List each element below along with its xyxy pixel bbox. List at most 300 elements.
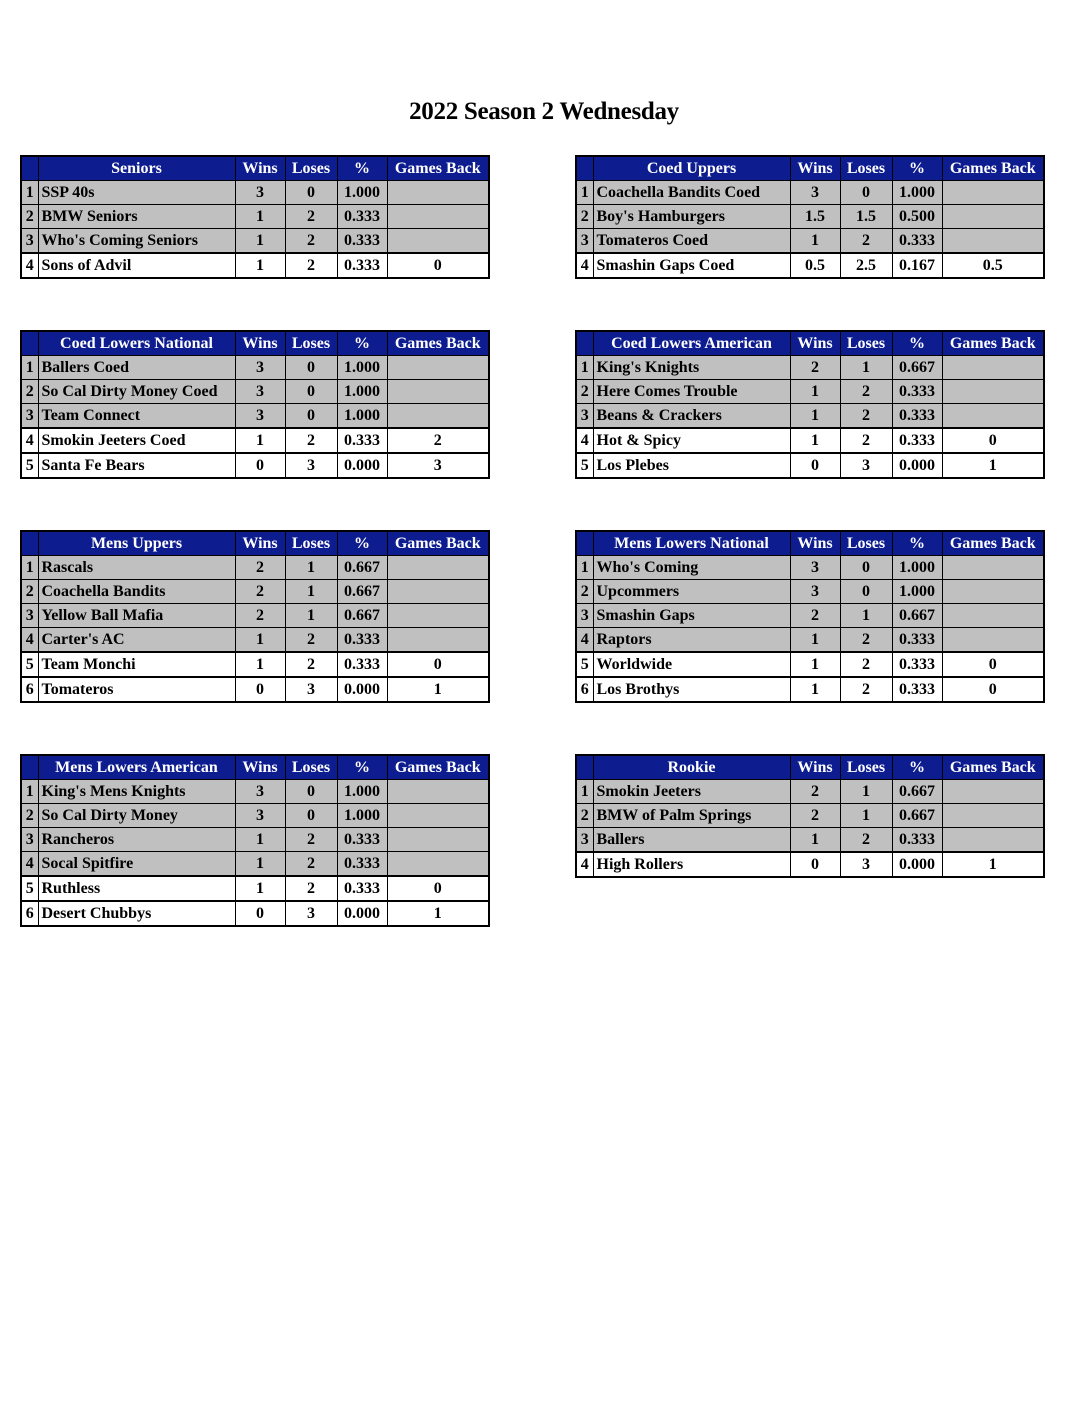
pct-cell: 0.333 <box>892 828 942 853</box>
division-name: Coed Lowers National <box>38 331 235 356</box>
games-back-header: Games Back <box>942 531 1044 556</box>
pct-header: % <box>337 531 387 556</box>
games-back-cell <box>387 229 489 254</box>
rank-cell: 3 <box>576 828 593 853</box>
pct-cell: 0.667 <box>892 804 942 828</box>
games-back-cell <box>942 580 1044 604</box>
wins-cell: 1 <box>790 828 840 853</box>
table-row <box>576 677 1044 702</box>
rank-cell: 6 <box>576 677 593 702</box>
table-row <box>21 604 489 628</box>
games-back-cell <box>387 205 489 229</box>
rank-cell: 2 <box>576 804 593 828</box>
rank-cell: 6 <box>21 677 38 702</box>
team-cell: Socal Spitfire <box>38 852 235 877</box>
team-cell: Tomateros <box>38 677 235 702</box>
pct-cell: 0.667 <box>337 580 387 604</box>
loses-header: Loses <box>285 156 337 181</box>
wins-header: Wins <box>235 331 285 356</box>
rank-cell: 1 <box>576 556 593 580</box>
wins-header: Wins <box>235 531 285 556</box>
rank-cell: 4 <box>576 852 593 877</box>
team-cell: Ballers <box>593 828 790 853</box>
pct-cell: 0.333 <box>892 628 942 653</box>
wins-cell: 2 <box>235 580 285 604</box>
pct-cell: 1.000 <box>337 181 387 205</box>
team-cell: High Rollers <box>593 852 790 877</box>
team-cell: Here Comes Trouble <box>593 380 790 404</box>
table-row <box>21 556 489 580</box>
rank-cell: 1 <box>21 780 38 804</box>
pct-cell: 1.000 <box>892 181 942 205</box>
loses-cell: 2 <box>285 628 337 653</box>
table-header-row <box>21 531 489 556</box>
rank-cell: 2 <box>21 804 38 828</box>
division-name: Coed Lowers American <box>593 331 790 356</box>
loses-cell: 1 <box>285 604 337 628</box>
pct-header: % <box>337 156 387 181</box>
games-back-cell <box>942 356 1044 380</box>
loses-cell: 3 <box>285 453 337 478</box>
team-cell: Smashin Gaps <box>593 604 790 628</box>
pct-cell: 0.000 <box>892 852 942 877</box>
team-cell: Yellow Ball Mafia <box>38 604 235 628</box>
rank-cell: 2 <box>576 580 593 604</box>
table-row <box>21 628 489 653</box>
loses-cell: 2 <box>840 229 892 254</box>
games-back-cell <box>387 380 489 404</box>
loses-cell: 3 <box>840 852 892 877</box>
team-cell: Ruthless <box>38 876 235 901</box>
table-row <box>576 804 1044 828</box>
pct-cell: 0.500 <box>892 205 942 229</box>
table-row <box>576 380 1044 404</box>
pct-cell: 0.333 <box>892 652 942 677</box>
loses-header: Loses <box>285 331 337 356</box>
pct-header: % <box>892 331 942 356</box>
team-cell: Boy's Hamburgers <box>593 205 790 229</box>
table-row <box>21 876 489 901</box>
wins-cell: 1 <box>235 628 285 653</box>
loses-cell: 1 <box>840 780 892 804</box>
team-cell: Smokin Jeeters <box>593 780 790 804</box>
wins-cell: 1 <box>235 828 285 852</box>
standings-table-coed-uppers <box>575 155 1045 279</box>
games-back-header: Games Back <box>387 531 489 556</box>
games-back-header: Games Back <box>387 156 489 181</box>
rank-cell: 3 <box>21 828 38 852</box>
pct-cell: 0.333 <box>337 852 387 877</box>
standings-table-mens-uppers <box>20 530 490 703</box>
wins-cell: 2 <box>790 604 840 628</box>
games-back-cell: 3 <box>387 453 489 478</box>
pct-header: % <box>892 156 942 181</box>
games-back-cell <box>942 780 1044 804</box>
loses-header: Loses <box>840 531 892 556</box>
loses-header: Loses <box>285 531 337 556</box>
rank-cell: 5 <box>21 453 38 478</box>
team-cell: Team Monchi <box>38 652 235 677</box>
pct-cell: 0.333 <box>892 428 942 453</box>
page-title: 2022 Season 2 Wednesday <box>409 98 679 125</box>
wins-cell: 1 <box>235 652 285 677</box>
rank-header <box>21 755 38 780</box>
team-cell: SSP 40s <box>38 181 235 205</box>
rank-cell: 2 <box>21 205 38 229</box>
loses-cell: 2 <box>840 428 892 453</box>
pct-cell: 0.333 <box>337 253 387 278</box>
table-row <box>576 404 1044 429</box>
team-cell: Carter's AC <box>38 628 235 653</box>
pct-cell: 0.333 <box>337 876 387 901</box>
team-cell: King's Knights <box>593 356 790 380</box>
wins-cell: 1 <box>235 428 285 453</box>
team-cell: Worldwide <box>593 652 790 677</box>
games-back-cell: 1 <box>942 852 1044 877</box>
table-row <box>21 901 489 926</box>
loses-cell: 0 <box>285 380 337 404</box>
pct-header: % <box>892 755 942 780</box>
rank-cell: 1 <box>576 356 593 380</box>
wins-cell: 3 <box>235 780 285 804</box>
table-header-row <box>576 531 1044 556</box>
loses-header: Loses <box>840 755 892 780</box>
rank-cell: 3 <box>21 604 38 628</box>
team-cell: Los Brothys <box>593 677 790 702</box>
rank-cell: 1 <box>21 181 38 205</box>
games-back-header: Games Back <box>942 755 1044 780</box>
pct-cell: 1.000 <box>892 556 942 580</box>
rank-header <box>21 156 38 181</box>
rank-cell: 5 <box>21 652 38 677</box>
loses-cell: 2 <box>840 628 892 653</box>
wins-cell: 3 <box>235 356 285 380</box>
table-row <box>576 628 1044 653</box>
loses-cell: 0 <box>840 556 892 580</box>
wins-cell: 1 <box>235 229 285 254</box>
rank-cell: 5 <box>21 876 38 901</box>
pct-cell: 0.667 <box>892 356 942 380</box>
wins-cell: 0 <box>235 453 285 478</box>
loses-cell: 2 <box>285 876 337 901</box>
team-cell: Coachella Bandits <box>38 580 235 604</box>
table-row <box>21 828 489 852</box>
loses-header: Loses <box>285 755 337 780</box>
pct-cell: 0.167 <box>892 253 942 278</box>
table-row <box>21 453 489 478</box>
games-back-cell: 1 <box>942 453 1044 478</box>
pct-cell: 0.000 <box>892 453 942 478</box>
rank-cell: 1 <box>21 356 38 380</box>
pct-cell: 0.000 <box>337 677 387 702</box>
games-back-cell <box>387 852 489 877</box>
team-cell: Sons of Advil <box>38 253 235 278</box>
table-row <box>21 404 489 429</box>
division-name: Mens Lowers National <box>593 531 790 556</box>
pct-header: % <box>337 331 387 356</box>
team-cell: Santa Fe Bears <box>38 453 235 478</box>
wins-cell: 1 <box>235 876 285 901</box>
games-back-cell: 2 <box>387 428 489 453</box>
loses-cell: 3 <box>285 677 337 702</box>
loses-cell: 0 <box>840 181 892 205</box>
pct-cell: 0.333 <box>892 229 942 254</box>
games-back-cell: 0 <box>387 652 489 677</box>
rank-cell: 4 <box>576 428 593 453</box>
rank-cell: 2 <box>21 380 38 404</box>
table-row <box>21 356 489 380</box>
games-back-cell: 0 <box>387 253 489 278</box>
games-back-cell <box>387 404 489 429</box>
wins-cell: 3 <box>235 404 285 429</box>
team-cell: Rancheros <box>38 828 235 852</box>
rank-cell: 1 <box>576 181 593 205</box>
games-back-cell: 0 <box>942 428 1044 453</box>
wins-cell: 1.5 <box>790 205 840 229</box>
rank-cell: 5 <box>576 652 593 677</box>
table-row <box>21 804 489 828</box>
pct-cell: 0.667 <box>892 780 942 804</box>
table-row <box>21 580 489 604</box>
team-cell: Who's Coming Seniors <box>38 229 235 254</box>
pct-cell: 0.333 <box>892 404 942 429</box>
wins-cell: 1 <box>790 380 840 404</box>
games-back-cell <box>942 181 1044 205</box>
pct-cell: 0.000 <box>337 453 387 478</box>
loses-cell: 2 <box>840 677 892 702</box>
table-row <box>21 852 489 877</box>
standings-table-seniors <box>20 155 490 279</box>
standings-table-rookie <box>575 754 1045 878</box>
loses-cell: 0 <box>840 580 892 604</box>
games-back-cell <box>942 229 1044 254</box>
rank-cell: 4 <box>21 852 38 877</box>
games-back-cell <box>387 181 489 205</box>
loses-cell: 0 <box>285 181 337 205</box>
team-cell: Smashin Gaps Coed <box>593 253 790 278</box>
wins-header: Wins <box>790 331 840 356</box>
pct-cell: 0.667 <box>337 556 387 580</box>
team-cell: Tomateros Coed <box>593 229 790 254</box>
division-name: Seniors <box>38 156 235 181</box>
table-row <box>576 828 1044 853</box>
team-cell: Los Plebes <box>593 453 790 478</box>
pct-header: % <box>337 755 387 780</box>
table-header-row <box>21 331 489 356</box>
wins-cell: 3 <box>790 181 840 205</box>
wins-cell: 3 <box>790 580 840 604</box>
loses-cell: 1.5 <box>840 205 892 229</box>
loses-cell: 0 <box>285 404 337 429</box>
loses-cell: 2 <box>285 828 337 852</box>
rank-cell: 3 <box>21 229 38 254</box>
table-row <box>21 380 489 404</box>
wins-cell: 2 <box>235 604 285 628</box>
wins-cell: 0 <box>235 677 285 702</box>
table-row <box>576 229 1044 254</box>
standings-table-coed-lowers-national <box>20 330 490 479</box>
division-name: Rookie <box>593 755 790 780</box>
rank-cell: 3 <box>21 404 38 429</box>
standings-table-mens-lowers-national <box>575 530 1045 703</box>
wins-cell: 1 <box>235 852 285 877</box>
pct-cell: 1.000 <box>337 356 387 380</box>
games-back-cell <box>387 628 489 653</box>
loses-cell: 2.5 <box>840 253 892 278</box>
pct-cell: 0.333 <box>337 628 387 653</box>
rank-cell: 4 <box>21 253 38 278</box>
wins-cell: 1 <box>790 229 840 254</box>
rank-cell: 2 <box>21 580 38 604</box>
wins-cell: 0 <box>790 852 840 877</box>
table-row <box>576 604 1044 628</box>
games-back-cell <box>387 580 489 604</box>
games-back-cell <box>387 828 489 852</box>
team-cell: Team Connect <box>38 404 235 429</box>
team-cell: Upcommers <box>593 580 790 604</box>
table-row <box>576 428 1044 453</box>
table-row <box>576 205 1044 229</box>
wins-header: Wins <box>790 156 840 181</box>
rank-header <box>576 331 593 356</box>
wins-cell: 0 <box>235 901 285 926</box>
team-cell: Rascals <box>38 556 235 580</box>
wins-cell: 2 <box>790 780 840 804</box>
table-header-row <box>576 156 1044 181</box>
wins-header: Wins <box>790 531 840 556</box>
wins-cell: 3 <box>235 804 285 828</box>
rank-cell: 2 <box>576 205 593 229</box>
pct-cell: 0.333 <box>337 205 387 229</box>
pct-cell: 1.000 <box>337 804 387 828</box>
pct-cell: 0.667 <box>337 604 387 628</box>
table-row <box>576 253 1044 278</box>
table-row <box>21 229 489 254</box>
wins-cell: 1 <box>235 205 285 229</box>
table-row <box>21 428 489 453</box>
games-back-cell <box>942 628 1044 653</box>
games-back-header: Games Back <box>387 755 489 780</box>
pct-cell: 1.000 <box>337 404 387 429</box>
rank-cell: 5 <box>576 453 593 478</box>
games-back-cell: 0.5 <box>942 253 1044 278</box>
loses-cell: 2 <box>285 205 337 229</box>
team-cell: Who's Coming <box>593 556 790 580</box>
wins-cell: 1 <box>790 652 840 677</box>
loses-cell: 3 <box>840 453 892 478</box>
wins-cell: 1 <box>790 428 840 453</box>
rank-cell: 3 <box>576 604 593 628</box>
standings-table-coed-lowers-american <box>575 330 1045 479</box>
team-cell: So Cal Dirty Money Coed <box>38 380 235 404</box>
rank-cell: 4 <box>21 428 38 453</box>
loses-cell: 2 <box>840 652 892 677</box>
games-back-cell: 1 <box>387 677 489 702</box>
wins-cell: 2 <box>235 556 285 580</box>
rank-header <box>576 531 593 556</box>
wins-cell: 3 <box>235 380 285 404</box>
loses-header: Loses <box>840 156 892 181</box>
wins-cell: 3 <box>235 181 285 205</box>
rank-header <box>21 531 38 556</box>
rank-cell: 4 <box>576 253 593 278</box>
pct-cell: 1.000 <box>892 580 942 604</box>
pct-cell: 0.333 <box>337 828 387 852</box>
wins-header: Wins <box>235 755 285 780</box>
wins-cell: 2 <box>790 804 840 828</box>
rank-cell: 6 <box>21 901 38 926</box>
loses-cell: 1 <box>285 556 337 580</box>
games-back-cell: 0 <box>387 876 489 901</box>
loses-cell: 0 <box>285 804 337 828</box>
wins-header: Wins <box>790 755 840 780</box>
games-back-cell: 1 <box>387 901 489 926</box>
standings-table-mens-lowers-american <box>20 754 490 927</box>
team-cell: Smokin Jeeters Coed <box>38 428 235 453</box>
loses-cell: 1 <box>840 804 892 828</box>
table-row <box>21 253 489 278</box>
games-back-cell <box>942 828 1044 853</box>
wins-cell: 0 <box>790 453 840 478</box>
games-back-cell <box>942 380 1044 404</box>
table-row <box>21 205 489 229</box>
team-cell: King's Mens Knights <box>38 780 235 804</box>
wins-cell: 2 <box>790 356 840 380</box>
team-cell: Beans & Crackers <box>593 404 790 429</box>
pct-cell: 0.333 <box>892 380 942 404</box>
loses-cell: 2 <box>285 852 337 877</box>
team-cell: BMW Seniors <box>38 205 235 229</box>
division-name: Coed Uppers <box>593 156 790 181</box>
table-header-row <box>21 156 489 181</box>
loses-cell: 0 <box>285 356 337 380</box>
pct-cell: 0.333 <box>337 652 387 677</box>
wins-cell: 1 <box>790 677 840 702</box>
wins-cell: 3 <box>790 556 840 580</box>
team-cell: BMW of Palm Springs <box>593 804 790 828</box>
table-row <box>576 780 1044 804</box>
rank-cell: 4 <box>21 628 38 653</box>
team-cell: Desert Chubbys <box>38 901 235 926</box>
games-back-cell <box>387 804 489 828</box>
rank-cell: 3 <box>576 229 593 254</box>
team-cell: So Cal Dirty Money <box>38 804 235 828</box>
team-cell: Ballers Coed <box>38 356 235 380</box>
loses-cell: 3 <box>285 901 337 926</box>
games-back-cell <box>942 205 1044 229</box>
games-back-cell <box>942 804 1044 828</box>
games-back-cell <box>942 604 1044 628</box>
games-back-cell <box>942 556 1044 580</box>
loses-cell: 2 <box>840 380 892 404</box>
table-row <box>576 181 1044 205</box>
rank-cell: 3 <box>576 404 593 429</box>
wins-cell: 0.5 <box>790 253 840 278</box>
wins-header: Wins <box>235 156 285 181</box>
loses-cell: 2 <box>840 404 892 429</box>
table-row <box>21 181 489 205</box>
games-back-header: Games Back <box>942 331 1044 356</box>
table-row <box>576 652 1044 677</box>
games-back-cell: 0 <box>942 652 1044 677</box>
pct-cell: 0.667 <box>892 604 942 628</box>
rank-header <box>576 156 593 181</box>
pct-cell: 0.000 <box>337 901 387 926</box>
table-row <box>21 780 489 804</box>
table-row <box>576 556 1044 580</box>
loses-header: Loses <box>840 331 892 356</box>
loses-cell: 2 <box>285 428 337 453</box>
